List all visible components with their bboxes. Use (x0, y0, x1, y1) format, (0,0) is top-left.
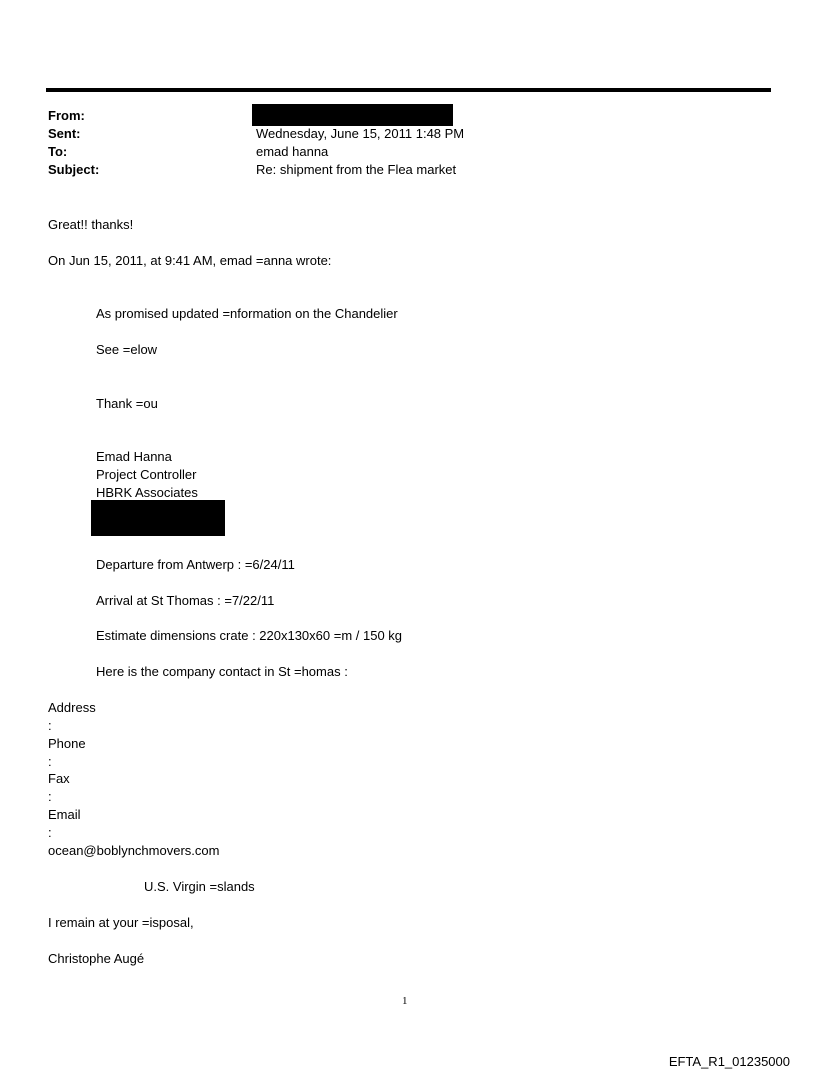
email-value: ocean@boblynchmovers.com (48, 843, 220, 858)
remain-text: I remain at your =isposal, (48, 915, 194, 930)
sent-value: Wednesday, June 15, 2011 1:48 PM (256, 126, 465, 141)
redacted-contact (91, 500, 225, 536)
departure-text: Departure from Antwerp : =6/24/11 (96, 557, 295, 572)
subject-label: Subject: (48, 162, 100, 177)
sent-label: Sent: (48, 126, 81, 141)
signature-company: HBRK Associates (96, 485, 198, 500)
phone-colon: : (48, 754, 52, 769)
fax-colon: : (48, 789, 52, 804)
quote-intro: On Jun 15, 2011, at 9:41 AM, emad =anna wrote: (48, 253, 332, 268)
virgin-islands-text: U.S. Virgin =slands (144, 879, 255, 894)
see-below-text: See =elow (96, 342, 158, 357)
email-label: Email (48, 807, 81, 822)
arrival-text: Arrival at St Thomas : =7/22/11 (96, 593, 275, 608)
signature-title: Project Controller (96, 467, 197, 482)
address-colon: : (48, 718, 52, 733)
signature-name: Emad Hanna (96, 449, 172, 464)
phone-label: Phone (48, 736, 86, 751)
to-label: To: (48, 144, 68, 159)
dimensions-text: Estimate dimensions crate : 220x130x60 =m / 150 kg (96, 628, 403, 643)
from-label: From: (48, 108, 85, 123)
signoff-text: Christophe Augé (48, 951, 145, 966)
header-rule (46, 88, 771, 92)
to-value: emad hanna (256, 144, 329, 159)
address-label: Address (48, 700, 96, 715)
promise-text: As promised updated =nformation on the Chandelier (96, 306, 398, 321)
reply-text: Great!! thanks! (48, 217, 134, 232)
page-number: 1 (402, 995, 408, 1007)
redacted-sender (252, 104, 453, 126)
subject-value: Re: shipment from the Flea market (256, 162, 457, 177)
thanks-text: Thank =ou (96, 396, 158, 411)
email-colon: : (48, 825, 52, 840)
document-id: EFTA_R1_01235000 (668, 1054, 790, 1069)
fax-label: Fax (48, 771, 70, 786)
contact-intro: Here is the company contact in St =homas : (96, 664, 348, 679)
